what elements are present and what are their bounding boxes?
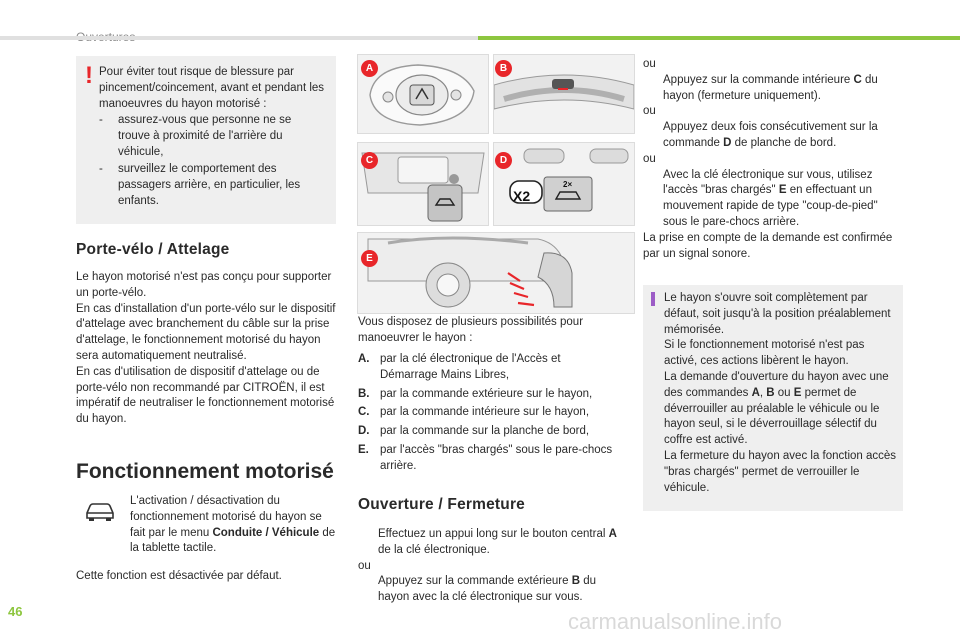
step-d: Appuyez deux fois consécutivement sur la commande D de planche de bord. xyxy=(663,121,878,149)
callout-c: C xyxy=(361,152,378,169)
interior-button-illustration xyxy=(357,142,489,226)
signal-text: La prise en compte de la demande est confirmée par un signal sonore. xyxy=(643,231,893,260)
warning-bullet-2: - surveillez le comportement des passagers arrière, en particulier, les enfants. xyxy=(99,163,301,207)
warning-bullet-1: - assurez-vous que personne ne se trouve à proximité de l'arrière du véhicule, xyxy=(99,114,292,158)
step-b: Appuyez sur la commande extérieure B du hayon avec la clé électronique sur vous. xyxy=(378,575,596,604)
ouverture-steps-col2 xyxy=(358,527,620,606)
step-a: Effectuez un appui long sur le bouton central A de la clé électronique. xyxy=(378,528,617,556)
car-settings-icon xyxy=(84,500,116,522)
callout-e: E xyxy=(361,250,378,267)
default-text: Cette fonction est désactivée par défaut. xyxy=(76,570,282,582)
watermark: carmanualsonline.info xyxy=(568,609,783,634)
porte-velo-body: Le hayon motorisé n'est pas conçu pour supporter un porte-vélo. En cas d'installation d'un porte-vélo sur le dispositif d'attelage avec branchement du câble sur la prise d'attelage, le fonctionnement motorisé du hayon sera automatiquement neutralisé. En cas d'utilisation de dispositif d'attelage ou de porte-vélo non recommandé par CITROËN, il est impératif de neutraliser le fonctionnement motorisé du hayon. xyxy=(76,271,336,426)
porte-velo-title: Porte-vélo / Attelage xyxy=(76,241,230,258)
callout-b: B xyxy=(495,60,512,77)
possibilities-intro: Vous disposez de plusieurs possibilités pour manoeuvrer le hayon : xyxy=(358,316,584,344)
activation-text: L'activation / désactivation du fonctionnement motorisé du hayon se fait par le menu Conduite / Véhicule de la tablette tactile. xyxy=(130,495,336,555)
x2-small-label: 2× xyxy=(563,180,573,189)
or-label: ou xyxy=(643,105,656,118)
or-label: ou xyxy=(358,559,371,572)
header-rule xyxy=(0,36,960,40)
rear-bumper-illustration xyxy=(357,232,635,314)
or-label: ou xyxy=(643,152,656,165)
list-item: B. par la commande extérieure sur le hayon, xyxy=(358,387,593,400)
step-e: Avec la clé électronique sur vous, utilisez l'accès "bras chargés" E en effectuant un mouvement rapide de type "coup-de-pied" sous le pare-chocs arrière. xyxy=(663,168,878,228)
warning-icon: ! xyxy=(85,62,93,89)
info-text: Le hayon s'ouvre soit complètement par défaut, soit jusqu'à la position préalablement mémorisée. Si le fonctionnement motorisé n'est pas activé, ces actions libèrent le hayon. La demande d'ouverture du hayon avec une des commandes A, B ou E permet de déverrouiller au préalable le véhicule ou le hayon seul, si le déverrouillage sélectif du coffre est activé. La fermeture du hayon avec la fonction accès "bras chargés" permet de verrouiller le véhicule. xyxy=(664,292,897,494)
tailgate-controls-figure xyxy=(357,54,633,312)
callout-d: D xyxy=(495,152,512,169)
info-icon xyxy=(651,292,655,306)
or-label: ou xyxy=(643,58,656,70)
ouverture-title: Ouverture / Fermeture xyxy=(358,496,526,513)
list-item: C. par la commande intérieure sur le hayon, xyxy=(358,406,590,419)
list-item: A. par la clé électronique de l'Accès et Démarrage Mains Libres, xyxy=(358,353,561,381)
fonctionnement-title: Fonctionnement motorisé xyxy=(76,460,334,483)
page-number: 46 xyxy=(8,604,23,619)
callout-a: A xyxy=(361,60,378,77)
list-item: D. par la commande sur la planche de bord, xyxy=(358,425,590,438)
x2-label: X2 xyxy=(513,188,531,204)
warning-intro: Pour éviter tout risque de blessure par pincement/coincement, avant et pendant les manoeuvres du hayon motorisé : xyxy=(99,66,325,110)
list-item: E. par l'accès "bras chargés" sous le pare-chocs arrière. xyxy=(358,443,613,472)
exterior-button-illustration xyxy=(493,54,635,134)
step-c: Appuyez sur la commande intérieure C du hayon (fermeture uniquement). xyxy=(663,73,878,102)
ouverture-steps-col3 xyxy=(643,57,905,262)
possibilities-list xyxy=(358,352,620,478)
